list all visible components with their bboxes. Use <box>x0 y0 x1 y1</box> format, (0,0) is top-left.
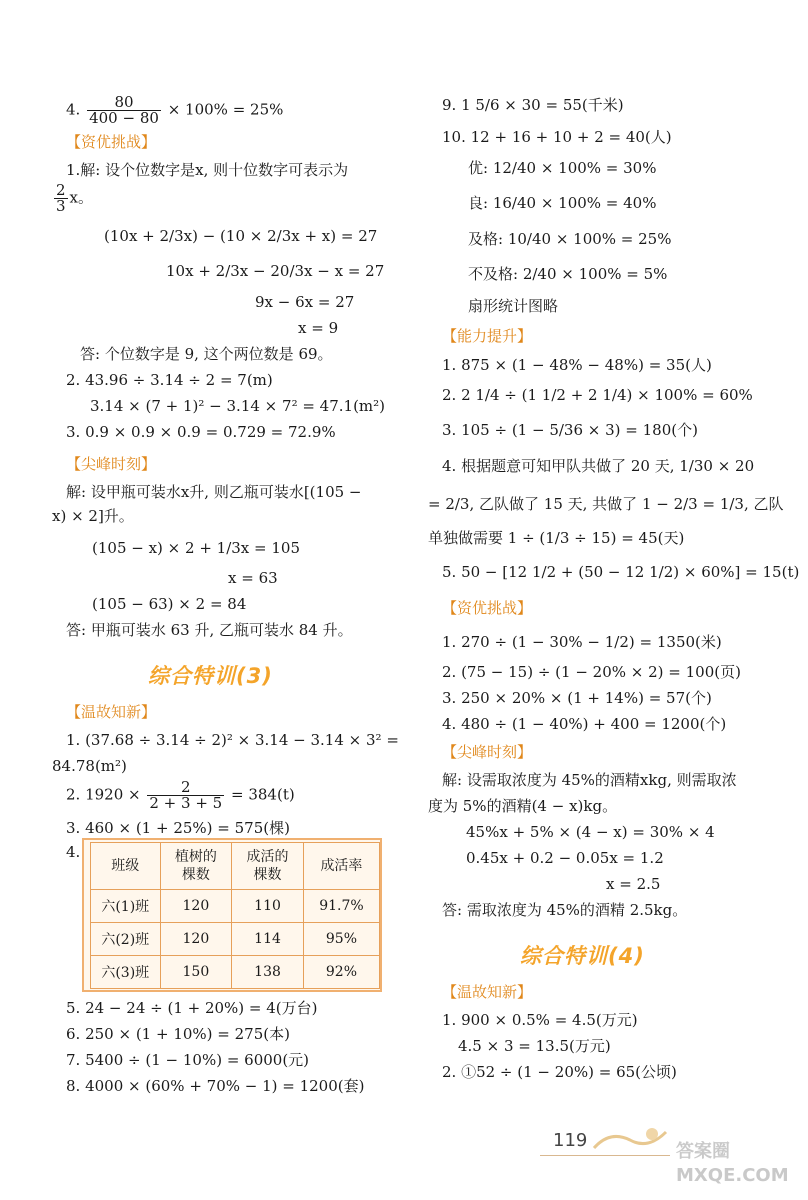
table-cell: 六(3)班 <box>91 956 161 989</box>
tag-nengli-tisheng: 【能力提升】 <box>442 327 533 345</box>
table-row <box>91 956 380 989</box>
table-header-cell: 班级 <box>91 843 161 890</box>
q2-line-b: 3.14 × (7 + 1)² − 3.14 × 7² = 47.1(m²) <box>90 397 386 415</box>
answer-1: 答: 个位数字是 9, 这个两位数是 69。 <box>80 345 333 363</box>
table-cell: 六(1)班 <box>91 890 161 923</box>
q1-text-2: $\frac{2}{3}$ x。 <box>56 181 94 215</box>
table-cell: 92% <box>303 956 379 989</box>
equation-3: 9x − 6x = 27 <box>255 293 355 311</box>
tag-wengu-zhixin-2: 【温故知新】 <box>442 983 533 1001</box>
r-w1b: 4.5 × 3 = 13.5(万元) <box>458 1037 611 1055</box>
r-j-answer: 答: 需取浓度为 45%的酒精 2.5kg。 <box>442 901 688 919</box>
table-header-cell: 成活的 棵数 <box>232 843 304 890</box>
jf-equation-2: x = 63 <box>228 569 278 587</box>
r-jige: 及格: 10/40 × 100% = 25% <box>468 230 672 248</box>
watermark: 答案圈 MXQE.COM <box>676 1141 789 1186</box>
jf-equation-3: (105 − 63) × 2 = 84 <box>92 595 247 613</box>
r-q10: 10. 12 + 16 + 10 + 2 = 40(人) <box>442 128 672 146</box>
s3-q1-a: 1. (37.68 ÷ 3.14 ÷ 2)² × 3.14 − 3.14 × 3² = <box>66 731 399 749</box>
s3-q7: 7. 5400 ÷ (1 − 10%) = 6000(元) <box>66 1051 310 1069</box>
tag-ziyou-tiaozhan: 【资优挑战】 <box>66 133 157 151</box>
r-w2: 2. ①52 ÷ (1 − 20%) = 65(公顷) <box>442 1063 677 1081</box>
s3-q8: 8. 4000 × (60% + 70% − 1) = 1200(套) <box>66 1077 365 1095</box>
section-title-3: 综合特训(3) <box>148 664 273 688</box>
table-cell: 91.7% <box>303 890 379 923</box>
s3-q4-label: 4. <box>66 843 81 861</box>
r-you: 优: 12/40 × 100% = 30% <box>468 159 657 177</box>
q1-text: 1.解: 设个位数字是x, 则十位数字可表示为 <box>66 161 349 179</box>
table-header-cell: 成活率 <box>303 843 379 890</box>
r-j-b: 度为 5%的酒精(4 − x)kg。 <box>428 797 618 815</box>
r-n4b: = 2/3, 乙队做了 15 天, 共做了 1 − 2/3 = 1/3, 乙队 <box>428 495 784 513</box>
s3-q6: 6. 250 × (1 + 10%) = 275(本) <box>66 1025 290 1043</box>
tag-ziyou-tiaozhan-2: 【资优挑战】 <box>442 599 533 617</box>
equation-2: 10x + 2/3x − 20/3x − x = 27 <box>166 262 385 280</box>
footer-ornament <box>590 1122 670 1154</box>
s3-q3: 3. 460 × (1 + 25%) = 575(棵) <box>66 819 290 837</box>
table-cell: 110 <box>232 890 304 923</box>
table-cell: 150 <box>160 956 232 989</box>
tag-jianfeng-shike-2: 【尖峰时刻】 <box>442 743 533 761</box>
r-n1: 1. 875 × (1 − 48% − 48%) = 35(人) <box>442 356 712 374</box>
r-z3: 3. 250 × 20% × (1 + 14%) = 57(个) <box>442 689 712 707</box>
jf-answer: 答: 甲瓶可装水 63 升, 乙瓶可装水 84 升。 <box>66 621 353 639</box>
r-j-eq1: 45%x + 5% × (4 − x) = 30% × 4 <box>466 823 715 841</box>
fraction: $\frac{80}{400 - 80}$ <box>89 93 159 127</box>
r-n5: 5. 50 − [12 1/2 + (50 − 12 1/2) × 60%] = 15(t) <box>442 563 800 581</box>
table-cell: 95% <box>303 923 379 956</box>
table-header-row <box>91 843 380 890</box>
table-cell: 138 <box>232 956 304 989</box>
r-n4a: 4. 根据题意可知甲队共做了 20 天, 1/30 × 20 <box>442 457 755 475</box>
r-n3: 3. 105 ÷ (1 − 5/36 × 3) = 180(个) <box>442 421 698 439</box>
s3-q2: 2. 1920 × $\frac{2}{2 + 3 + 5}$ = 384(t) <box>66 778 295 812</box>
r-j-a: 解: 设需取浓度为 45%的酒精xkg, 则需取浓 <box>442 771 737 789</box>
equation-4: x = 9 <box>298 319 339 337</box>
equation-1: (10x + 2/3x) − (10 × 2/3x + x) = 27 <box>104 227 378 245</box>
q2-line-a: 2. 43.96 ÷ 3.14 ÷ 2 = 7(m) <box>66 371 273 389</box>
r-n4c: 单独做需要 1 ÷ (1/3 ÷ 15) = 45(天) <box>428 529 685 547</box>
r-bujige: 不及格: 2/40 × 100% = 5% <box>468 265 668 283</box>
table-row <box>91 923 380 956</box>
section-title-4: 综合特训(4) <box>520 944 645 968</box>
table-cell: 114 <box>232 923 304 956</box>
table-cell: 六(2)班 <box>91 923 161 956</box>
r-z1: 1. 270 ÷ (1 − 30% − 1/2) = 1350(米) <box>442 633 722 651</box>
r-w1: 1. 900 × 0.5% = 4.5(万元) <box>442 1011 638 1029</box>
r-shanxing: 扇形统计图略 <box>468 297 559 315</box>
tag-jianfeng-shike: 【尖峰时刻】 <box>66 455 157 473</box>
s3-q5: 5. 24 − 24 ÷ (1 + 20%) = 4(万台) <box>66 999 318 1017</box>
jf-text-a: 解: 设甲瓶可装水x升, 则乙瓶可装水[(105 − <box>66 483 362 501</box>
r-z4: 4. 480 ÷ (1 − 40%) + 400 = 1200(个) <box>442 715 727 733</box>
q4-line: 4. $\frac{80}{400 - 80}$ × 100% = 25% <box>66 93 284 127</box>
page-number: 119 <box>553 1130 588 1151</box>
survival-rate-table <box>90 842 380 989</box>
q3-line: 3. 0.9 × 0.9 × 0.9 = 0.729 = 72.9% <box>66 423 336 441</box>
r-n2: 2. 2 1/4 ÷ (1 1/2 + 2 1/4) × 100% = 60% <box>442 386 753 404</box>
table-cell: 120 <box>160 923 232 956</box>
s3-q1-b: 84.78(m²) <box>52 757 127 775</box>
table-header-cell: 植树的 棵数 <box>160 843 232 890</box>
tag-wengu-zhixin: 【温故知新】 <box>66 703 157 721</box>
jf-text-b: x) × 2]升。 <box>52 507 134 525</box>
footer-rule <box>540 1155 670 1156</box>
table-cell: 120 <box>160 890 232 923</box>
table-row <box>91 890 380 923</box>
r-j-eq3: x = 2.5 <box>606 875 661 893</box>
r-q9: 9. 1 5/6 × 30 = 55(千米) <box>442 96 624 114</box>
r-liang: 良: 16/40 × 100% = 40% <box>468 194 657 212</box>
jf-equation-1: (105 − x) × 2 + 1/3x = 105 <box>92 539 300 557</box>
r-z2: 2. (75 − 15) ÷ (1 − 20% × 2) = 100(页) <box>442 663 741 681</box>
r-j-eq2: 0.45x + 0.2 − 0.05x = 1.2 <box>466 849 664 867</box>
